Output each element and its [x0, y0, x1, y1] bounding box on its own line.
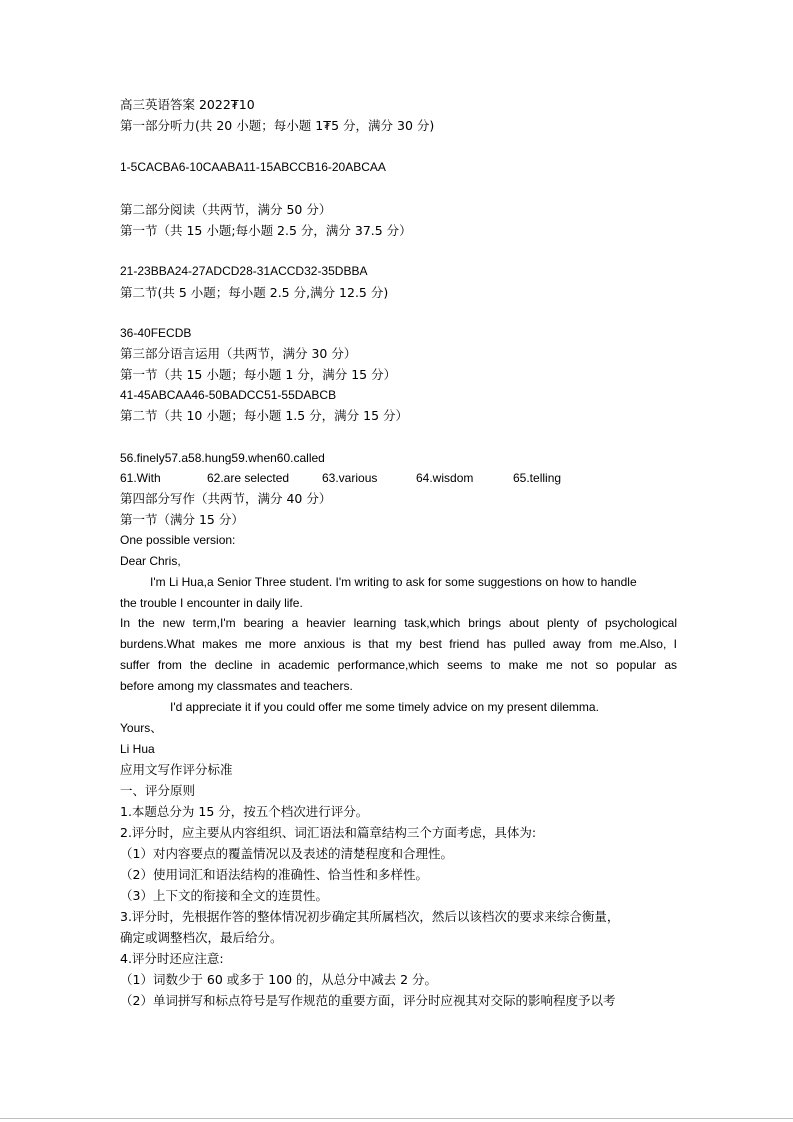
part2-section1-heading: 第一节（共 15 小题;每小题 2.5 分，满分 37.5 分） [120, 223, 412, 238]
part3-fill-answers-row2 [120, 469, 561, 487]
letter-salutation: Dear Chris, [120, 554, 181, 568]
letter-paragraph2-line2: burdens.What makes me more anxious is that my best friend has pulled away from me.Also, I [120, 637, 677, 651]
scoring-item3-line1: 3.评分时，先根据作答的整体情况初步确定其所属档次，然后以该档次的要求来综合衡量， [120, 909, 620, 924]
letter-paragraph1-line2: the trouble I encounter in daily life. [120, 596, 303, 610]
letter-signature: Li Hua [120, 742, 155, 756]
scoring-principles-heading: 一、评分原则 [120, 783, 196, 798]
version-label: One possible version: [120, 533, 236, 547]
scoring-item4: 4.评分时还应注意: [120, 951, 224, 966]
scoring-item2-sub3: （3）上下文的衔接和全文的连贯性。 [120, 888, 328, 903]
scoring-item2-sub2: （2）使用词汇和语法结构的准确性、恰当性和多样性。 [120, 867, 428, 882]
part2-section2-heading: 第二节(共 5 小题；每小题 2.5 分,满分 12.5 分) [120, 285, 389, 300]
part3-section1-heading: 第一节（共 15 小题；每小题 1 分，满分 15 分） [120, 367, 397, 382]
letter-closing: Yours、 [120, 721, 163, 735]
scoring-item2: 2.评分时，应主要从内容组织、词汇语法和篇章结构三个方面考虑，具体为: [120, 825, 537, 840]
part3-section2-heading: 第二节（共 10 小题；每小题 1.5 分，满分 15 分） [120, 408, 409, 423]
fill-answer-65: 65.telling [513, 471, 562, 485]
part4-section1-heading: 第一节（满分 15 分） [120, 512, 244, 527]
scoring-item4-sub2: （2）单词拼写和标点符号是写作规范的重要方面，评分时应视其对交际的影响程度予以考 [120, 993, 616, 1008]
part3-heading: 第三部分语言运用（共两节，满分 30 分） [120, 346, 357, 361]
fill-answer-63: 63.various [322, 471, 378, 485]
scoring-item4-sub1: （1）词数少于 60 或多于 100 的，从总分中减去 2 分。 [120, 972, 438, 987]
letter-paragraph2-line4: before among my classmates and teachers. [120, 679, 353, 693]
scoring-heading: 应用文写作评分标准 [120, 762, 233, 777]
letter-paragraph2-line3: suffer from the decline in academic performance,which seems to make me not so popular as [120, 658, 677, 672]
part1-heading: 第一部分听力(共 20 小题；每小题 1₮5 分，满分 30 分) [120, 118, 435, 133]
fill-answer-62: 62.are selected [207, 471, 290, 485]
part2-heading: 第二部分阅读（共两节，满分 50 分） [120, 202, 332, 217]
page-bottom-rule [0, 1118, 793, 1119]
scoring-item1: 1.本题总分为 15 分，按五个档次进行评分。 [120, 804, 369, 819]
fill-answer-61: 61.With [120, 471, 161, 485]
part4-heading: 第四部分写作（共两节，满分 40 分） [120, 491, 332, 506]
part1-answers: 1-5CACBA6-10CAABA11-15ABCCB16-20ABCAA [120, 160, 386, 174]
scoring-item2-sub1: （1）对内容要点的覆盖情况以及表述的清楚程度和合理性。 [120, 846, 453, 861]
part2-section1-answers: 21-23BBA24-27ADCD28-31ACCD32-35DBBA [120, 264, 368, 278]
part3-fill-answers-row1: 56.finely57.a58.hung59.when60.called [120, 451, 325, 465]
part3-section1-answers: 41-45ABCAA46-50BADCC51-55DABCB [120, 388, 337, 402]
part2-section2-answers: 36-40FECDB [120, 326, 192, 340]
letter-paragraph3: I'd appreciate it if you could offer me some timely advice on my present dilemma. [170, 700, 599, 714]
letter-paragraph1-line1: I'm Li Hua,a Senior Three student. I'm writing to ask for some suggestions on how to handle [150, 575, 637, 589]
page-title: 高三英语答案 2022₮10 [120, 97, 255, 112]
scoring-item3-line2: 确定或调整档次，最后给分。 [120, 930, 283, 945]
fill-answer-64: 64.wisdom [416, 471, 474, 485]
letter-paragraph2-line1: In the new term,I'm bearing a heavier learning task,which brings about plenty of psychological [120, 616, 677, 630]
